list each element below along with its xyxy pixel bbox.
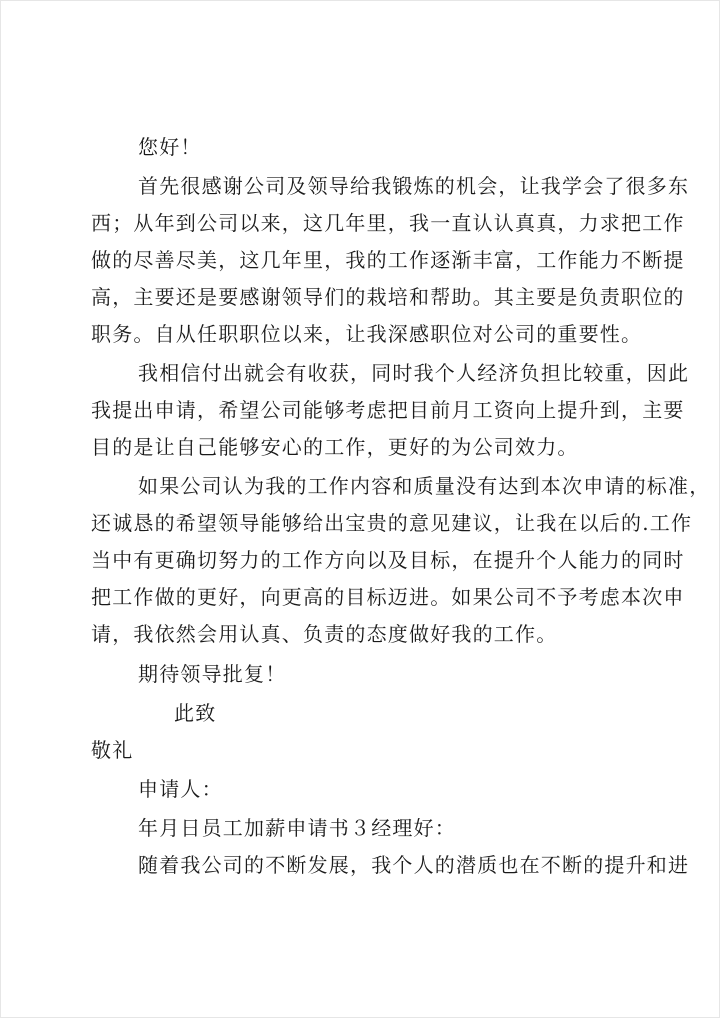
paragraph-line: 如果公司认为我的工作内容和质量没有达到本次申请的标准， — [138, 474, 711, 498]
next-letter-title: 年月日员工加薪申请书３经理好： — [138, 816, 456, 840]
paragraph-line: 我提出申请，希望公司能够考虑把目前月工资向上提升到，主要 — [91, 398, 685, 422]
paragraph-line: 请，我依然会用认真、负责的态度做好我的工作。 — [91, 622, 558, 646]
greeting: 您好！ — [138, 135, 202, 159]
salutation-1: 此致 — [174, 701, 217, 725]
closing-request: 期待领导批复！ — [138, 662, 287, 686]
paragraph-line: 西；从年到公司以来，这几年里，我一直认认真真，力求把工作 — [91, 211, 685, 235]
paragraph-line: 把工作做的更好，向更高的目标迈进。如果公司不予考虑本次申 — [91, 585, 685, 609]
paragraph-line: 首先很感谢公司及领导给我锻炼的机会，让我学会了很多东 — [138, 174, 690, 198]
paragraph-line: 还诚恳的希望领导能够给出宝贵的意见建议，让我在以后的.工作 — [91, 511, 693, 535]
salutation-2: 敬礼 — [91, 738, 134, 762]
applicant-label: 申请人： — [138, 777, 223, 801]
paragraph-line: 高，主要还是要感谢领导们的栽培和帮助。其主要是负责职位的 — [91, 285, 685, 309]
paragraph-line: 当中有更确切努力的工作方向以及目标，在提升个人能力的同时 — [91, 548, 685, 572]
paragraph-line: 职务。自从任职职位以来，让我深感职位对公司的重要性。 — [91, 322, 643, 346]
paragraph-line: 做的尽善尽美，这几年里，我的工作逐渐丰富，工作能力不断提 — [91, 248, 685, 272]
paragraph-line: 随着我公司的不断发展，我个人的潜质也在不断的提升和进 — [138, 853, 690, 877]
paragraph-line: 我相信付出就会有收获，同时我个人经济负担比较重，因此 — [138, 361, 690, 385]
paragraph-line: 目的是让自己能够安心的工作，更好的为公司效力。 — [91, 435, 579, 459]
